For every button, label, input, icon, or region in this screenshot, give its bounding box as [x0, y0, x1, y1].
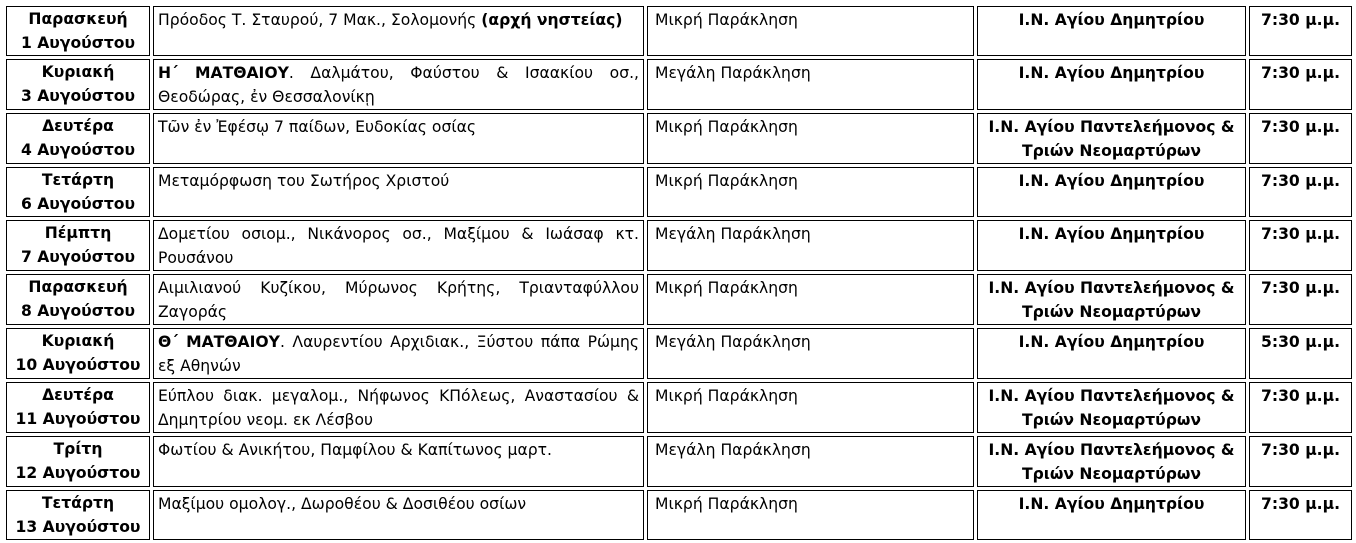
time-cell [1249, 328, 1352, 379]
time-label: 5:30 μ.μ. [1260, 333, 1340, 351]
feast-cell [153, 6, 644, 56]
date-label: 10 Αυγούστου [15, 356, 141, 374]
church-name-line1: Ι.Ν. Αγίου Παντελεήμονος & [988, 118, 1235, 136]
table-row [6, 490, 1352, 540]
weekday-label: Παρασκευή [28, 278, 128, 296]
service-label: Μεγάλη Παράκληση [655, 225, 811, 243]
date-label: 11 Αυγούστου [15, 410, 141, 428]
time-cell [1249, 113, 1352, 164]
church-name-line2: Τριών Νεομαρτύρων [1021, 465, 1202, 483]
feast-bold-label: Θ΄ ΜΑΤΘΑΙΟΥ [158, 333, 280, 351]
table-row [6, 6, 1352, 56]
service-label: Μικρή Παράκληση [655, 172, 798, 190]
day-date-cell [6, 6, 150, 56]
church-cell [977, 59, 1246, 110]
weekday-label: Τρίτη [53, 440, 103, 458]
church-name-line2: Τριών Νεομαρτύρων [1021, 142, 1202, 160]
church-name-line2: Τριών Νεομαρτύρων [1021, 411, 1202, 429]
time-cell [1249, 59, 1352, 110]
service-cell [647, 274, 974, 325]
day-date-cell [6, 59, 150, 110]
feast-note-bold: (αρχή νηστείας) [481, 11, 623, 29]
time-cell [1249, 490, 1352, 540]
weekday-label: Κυριακή [41, 332, 115, 350]
service-cell [647, 490, 974, 540]
table-row [6, 274, 1352, 325]
feast-text: . Λαυρεντίου Αρχιδιακ., Ξύστου πάπα Ρώμης εξ Αθηνών [158, 333, 639, 375]
date-label: 1 Αυγούστου [20, 34, 136, 52]
church-name-line1: Ι.Ν. Αγίου Δημητρίου [1018, 495, 1205, 513]
time-label: 7:30 μ.μ. [1260, 11, 1340, 29]
table-row [6, 59, 1352, 110]
day-date-cell [6, 490, 150, 540]
day-date-cell [6, 382, 150, 433]
table-row [6, 113, 1352, 164]
weekday-label: Τετάρτη [41, 171, 115, 189]
feast-text: Τῶν ἐν Ἐφέσῳ 7 παίδων, Ευδοκίας οσίας [158, 118, 477, 136]
day-date-cell [6, 436, 150, 487]
service-cell [647, 328, 974, 379]
service-cell [647, 113, 974, 164]
feast-bold-label: Η΄ ΜΑΤΘΑΙΟΥ [158, 64, 289, 82]
feast-text: . Δαλμάτου, Φαύστου & Ισαακίου οσ., Θεοδώρας, ἐν Θεσσαλονίκῃ [158, 64, 639, 106]
date-label: 8 Αυγούστου [20, 302, 136, 320]
date-label: 13 Αυγούστου [15, 518, 141, 536]
schedule-table [3, 3, 1355, 543]
church-cell [977, 328, 1246, 379]
feast-text: Εύπλου διακ. μεγαλομ., Νήφωνος ΚΠόλεως, Αναστασίου & Δημητρίου νεομ. εκ Λέσβου [158, 387, 639, 429]
feast-text: Αιμιλιανού Κυζίκου, Μύρωνος Κρήτης, Τριανταφύλλου Ζαγοράς [158, 279, 639, 321]
church-cell [977, 382, 1246, 433]
day-date-cell [6, 328, 150, 379]
time-label: 7:30 μ.μ. [1260, 225, 1340, 243]
time-cell [1249, 274, 1352, 325]
date-label: 12 Αυγούστου [15, 464, 141, 482]
time-cell [1249, 436, 1352, 487]
service-cell [647, 167, 974, 217]
church-cell [977, 490, 1246, 540]
church-name-line1: Ι.Ν. Αγίου Δημητρίου [1018, 172, 1205, 190]
time-cell [1249, 6, 1352, 56]
church-cell [977, 436, 1246, 487]
service-cell [647, 382, 974, 433]
church-cell [977, 6, 1246, 56]
service-label: Μικρή Παράκληση [655, 495, 798, 513]
table-row [6, 167, 1352, 217]
feast-cell [153, 490, 644, 540]
feast-cell [153, 113, 644, 164]
weekday-label: Κυριακή [41, 63, 115, 81]
feast-cell [153, 382, 644, 433]
feast-cell [153, 274, 644, 325]
service-cell [647, 59, 974, 110]
time-label: 7:30 μ.μ. [1260, 279, 1340, 297]
weekday-label: Τετάρτη [41, 494, 115, 512]
feast-text: Φωτίου & Ανικήτου, Παμφίλου & Καπίτωνος μαρτ. [158, 441, 553, 459]
feast-cell [153, 59, 644, 110]
feast-cell [153, 436, 644, 487]
feast-cell [153, 167, 644, 217]
church-cell [977, 113, 1246, 164]
table-row [6, 220, 1352, 271]
church-cell [977, 167, 1246, 217]
church-name-line1: Ι.Ν. Αγίου Δημητρίου [1018, 225, 1205, 243]
church-name-line1: Ι.Ν. Αγίου Παντελεήμονος & [988, 441, 1235, 459]
service-label: Μεγάλη Παράκληση [655, 333, 811, 351]
service-label: Μεγάλη Παράκληση [655, 64, 811, 82]
service-cell [647, 6, 974, 56]
church-name-line1: Ι.Ν. Αγίου Παντελεήμονος & [988, 387, 1235, 405]
weekday-label: Πέμπτη [44, 224, 112, 242]
weekday-label: Δευτέρα [42, 386, 114, 404]
day-date-cell [6, 274, 150, 325]
table-row [6, 436, 1352, 487]
table-row [6, 382, 1352, 433]
schedule-body [6, 6, 1352, 540]
date-label: 7 Αυγούστου [20, 248, 136, 266]
time-label: 7:30 μ.μ. [1260, 172, 1340, 190]
day-date-cell [6, 167, 150, 217]
church-name-line1: Ι.Ν. Αγίου Δημητρίου [1018, 11, 1205, 29]
church-name-line1: Ι.Ν. Αγίου Δημητρίου [1018, 333, 1205, 351]
time-cell [1249, 382, 1352, 433]
time-label: 7:30 μ.μ. [1260, 118, 1340, 136]
service-label: Μικρή Παράκληση [655, 11, 798, 29]
church-name-line1: Ι.Ν. Αγίου Παντελεήμονος & [988, 279, 1235, 297]
time-cell [1249, 167, 1352, 217]
church-name-line2: Τριών Νεομαρτύρων [1021, 303, 1202, 321]
weekday-label: Δευτέρα [42, 117, 114, 135]
time-cell [1249, 220, 1352, 271]
feast-text: Μεταμόρφωση του Σωτήρος Χριστού [158, 172, 450, 190]
service-cell [647, 436, 974, 487]
feast-cell [153, 328, 644, 379]
church-name-line1: Ι.Ν. Αγίου Δημητρίου [1018, 64, 1205, 82]
date-label: 4 Αυγούστου [20, 141, 136, 159]
feast-text: Πρόοδος Τ. Σταυρού, 7 Μακ., Σολομονής [158, 11, 482, 29]
feast-text: Δομετίου οσιομ., Νικάνορος οσ., Μαξίμου & Ιωάσαφ κτ. Ρουσάνου [158, 225, 639, 267]
feast-text: Μαξίμου ομολογ., Δωροθέου & Δοσιθέου οσίων [158, 495, 527, 513]
date-label: 3 Αυγούστου [20, 87, 136, 105]
date-label: 6 Αυγούστου [20, 195, 136, 213]
service-label: Μεγάλη Παράκληση [655, 441, 811, 459]
table-row [6, 328, 1352, 379]
church-cell [977, 220, 1246, 271]
time-label: 7:30 μ.μ. [1260, 495, 1340, 513]
service-label: Μικρή Παράκληση [655, 118, 798, 136]
day-date-cell [6, 220, 150, 271]
weekday-label: Παρασκευή [28, 10, 128, 28]
day-date-cell [6, 113, 150, 164]
service-label: Μικρή Παράκληση [655, 387, 798, 405]
feast-cell [153, 220, 644, 271]
service-label: Μικρή Παράκληση [655, 279, 798, 297]
church-cell [977, 274, 1246, 325]
time-label: 7:30 μ.μ. [1260, 441, 1340, 459]
time-label: 7:30 μ.μ. [1260, 64, 1340, 82]
service-cell [647, 220, 974, 271]
time-label: 7:30 μ.μ. [1260, 387, 1340, 405]
